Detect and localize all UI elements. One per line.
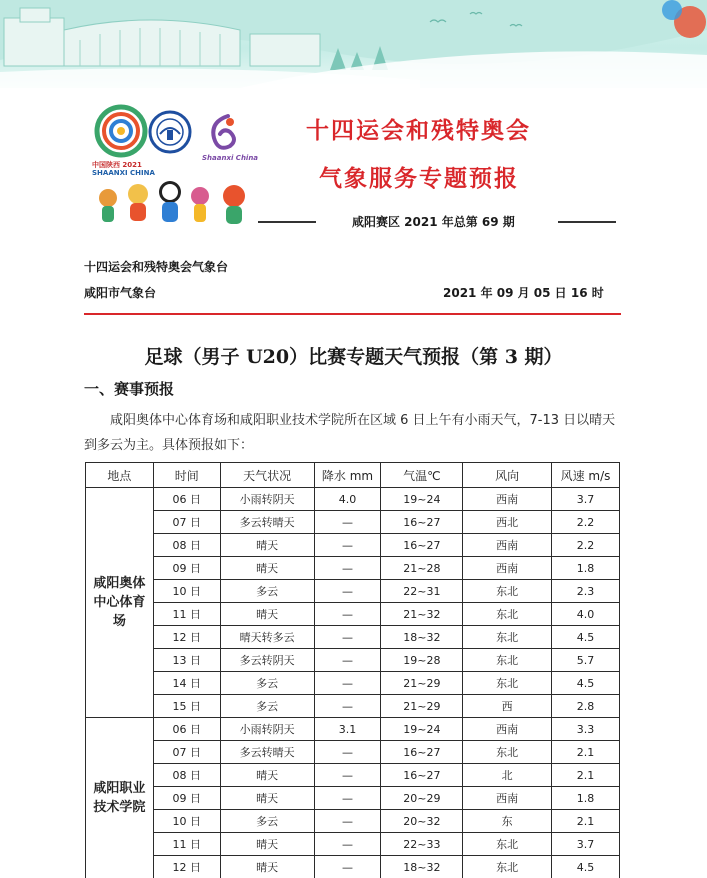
wind-speed-cell: 4.5: [552, 626, 620, 649]
table-row: [86, 626, 620, 649]
precip-cell: 4.0: [314, 488, 381, 511]
col-header-temp: 气温℃: [381, 463, 463, 488]
table-row: [86, 488, 620, 511]
precip-cell: —: [314, 626, 381, 649]
wind-dir-cell: 东: [463, 810, 552, 833]
weather-cell: 多云转晴天: [220, 741, 314, 764]
precip-cell: —: [314, 764, 381, 787]
section-heading: 一、赛事预报: [84, 380, 175, 398]
weather-cell: 晴天: [220, 603, 314, 626]
date-cell: 07 日: [153, 511, 220, 534]
wind-dir-cell: 西南: [463, 534, 552, 557]
wind-dir-cell: 西南: [463, 718, 552, 741]
games-logo-text: 中国陕西 2021: [92, 161, 142, 169]
temp-cell: 20~32: [381, 810, 463, 833]
weather-cell: 晴天: [220, 534, 314, 557]
precip-cell: —: [314, 787, 381, 810]
wind-dir-cell: 东北: [463, 649, 552, 672]
weather-cell: 小雨转阴天: [220, 718, 314, 741]
date-cell: 10 日: [153, 580, 220, 603]
wind-speed-cell: 2.1: [552, 810, 620, 833]
table-row: [86, 741, 620, 764]
date-cell: 15 日: [153, 695, 220, 718]
weather-cell: 晴天: [220, 764, 314, 787]
weather-cell: 晴天: [220, 557, 314, 580]
date-cell: 12 日: [153, 856, 220, 878]
table-row: [86, 534, 620, 557]
col-header-wind-speed: 风速 m/s: [552, 463, 620, 488]
date-cell: 08 日: [153, 764, 220, 787]
date-cell: 10 日: [153, 810, 220, 833]
date-cell: 08 日: [153, 534, 220, 557]
table-row: [86, 695, 620, 718]
wind-dir-cell: 东北: [463, 833, 552, 856]
weather-cell: 晴天: [220, 856, 314, 878]
table-row: [86, 856, 620, 878]
wind-speed-cell: 2.8: [552, 695, 620, 718]
mascots-icon: [92, 178, 256, 232]
table-row: [86, 580, 620, 603]
wind-dir-cell: 东北: [463, 672, 552, 695]
wind-dir-cell: 北: [463, 764, 552, 787]
date-cell: 06 日: [153, 488, 220, 511]
temp-cell: 22~31: [381, 580, 463, 603]
weather-cell: 多云: [220, 810, 314, 833]
weather-cell: 多云: [220, 580, 314, 603]
table-row: [86, 718, 620, 741]
table-row: [86, 810, 620, 833]
wind-speed-cell: 5.7: [552, 649, 620, 672]
weather-cell: 晴天: [220, 833, 314, 856]
col-header-weather: 天气状况: [220, 463, 314, 488]
precip-cell: —: [314, 810, 381, 833]
wind-speed-cell: 2.2: [552, 511, 620, 534]
wind-dir-cell: 东北: [463, 580, 552, 603]
wind-speed-cell: 2.2: [552, 534, 620, 557]
wind-dir-cell: 西南: [463, 488, 552, 511]
col-header-date: 时间: [153, 463, 220, 488]
weather-cell: 晴天转多云: [220, 626, 314, 649]
header-banner: [0, 0, 707, 88]
issue-datetime: 2021 年 09 月 05 日 16 时: [443, 286, 604, 300]
table-row: [86, 672, 620, 695]
precip-cell: —: [314, 833, 381, 856]
wind-speed-cell: 3.7: [552, 488, 620, 511]
wind-dir-cell: 西北: [463, 511, 552, 534]
weather-cell: 多云: [220, 672, 314, 695]
wind-speed-cell: 2.1: [552, 764, 620, 787]
intro-paragraph: 咸阳奥体中心体育场和咸阳职业技术学院所在区域 6 日上午有小雨天气，7-13 日以晴天到多云为主。具体预报如下：: [84, 413, 616, 453]
wind-speed-cell: 4.5: [552, 672, 620, 695]
col-header-precip: 降水 mm: [314, 463, 381, 488]
wind-dir-cell: 西: [463, 695, 552, 718]
precip-cell: —: [314, 557, 381, 580]
wind-speed-cell: 3.3: [552, 718, 620, 741]
temp-cell: 16~27: [381, 764, 463, 787]
divider-left: [258, 221, 316, 223]
event-logos: [88, 104, 258, 234]
shaanxi-logo-text: Shaanxi China: [202, 154, 259, 162]
temp-cell: 19~24: [381, 718, 463, 741]
temp-cell: 19~24: [381, 488, 463, 511]
weather-cell: 小雨转阴天: [220, 488, 314, 511]
precip-cell: —: [314, 856, 381, 878]
precip-cell: —: [314, 672, 381, 695]
temp-cell: 21~32: [381, 603, 463, 626]
wind-dir-cell: 东北: [463, 741, 552, 764]
weather-cell: 多云: [220, 695, 314, 718]
col-header-wind-dir: 风向: [463, 463, 552, 488]
wind-speed-cell: 2.1: [552, 741, 620, 764]
site-cell: 咸阳奥体中心体育场: [86, 488, 154, 718]
table-header-row: [86, 463, 620, 488]
precip-cell: 3.1: [314, 718, 381, 741]
red-divider: [84, 313, 621, 315]
report-title-line2: 气象服务专题预报: [319, 166, 519, 192]
temp-cell: 20~29: [381, 787, 463, 810]
table-row: [86, 764, 620, 787]
temp-cell: 21~29: [381, 695, 463, 718]
date-cell: 07 日: [153, 741, 220, 764]
temp-cell: 19~28: [381, 649, 463, 672]
wind-speed-cell: 3.7: [552, 833, 620, 856]
report-title-line1: 十四运会和残特奥会: [306, 118, 531, 144]
date-cell: 13 日: [153, 649, 220, 672]
temp-cell: 18~32: [381, 856, 463, 878]
weather-cell: 晴天: [220, 787, 314, 810]
games-logo-subtext: SHAANXI CHINA: [92, 169, 155, 177]
meteorology-emblem-icon: [148, 108, 192, 156]
date-cell: 11 日: [153, 603, 220, 626]
wind-speed-cell: 1.8: [552, 557, 620, 580]
games-logo-icon: [94, 104, 148, 158]
date-cell: 09 日: [153, 787, 220, 810]
wind-dir-cell: 东北: [463, 626, 552, 649]
table-row: [86, 833, 620, 856]
wind-dir-cell: 西南: [463, 787, 552, 810]
precip-cell: —: [314, 580, 381, 603]
precip-cell: —: [314, 534, 381, 557]
weather-cell: 多云转晴天: [220, 511, 314, 534]
col-header-site: 地点: [86, 463, 154, 488]
temp-cell: 21~28: [381, 557, 463, 580]
precip-cell: —: [314, 603, 381, 626]
wind-dir-cell: 东北: [463, 856, 552, 878]
wind-speed-cell: 4.0: [552, 603, 620, 626]
table-row: [86, 511, 620, 534]
issue-number: 咸阳赛区 2021 年总第 69 期: [352, 215, 515, 229]
divider-right: [558, 221, 616, 223]
issue-row: [258, 213, 618, 231]
table-row: [86, 603, 620, 626]
issuing-org-2: 咸阳市气象台: [84, 286, 157, 300]
precip-cell: —: [314, 741, 381, 764]
shaanxi-china-logo-icon: [200, 110, 246, 160]
table-row: [86, 557, 620, 580]
issuing-org-1: 十四运会和残特奥会气象台: [84, 260, 229, 274]
forecast-table: [85, 462, 620, 878]
temp-cell: 22~33: [381, 833, 463, 856]
forecast-table-body: [86, 488, 620, 878]
site-cell: 咸阳职业技术学院: [86, 718, 154, 878]
table-row: [86, 787, 620, 810]
wind-speed-cell: 1.8: [552, 787, 620, 810]
stadium-banner-icon: [0, 0, 707, 88]
date-cell: 14 日: [153, 672, 220, 695]
date-cell: 09 日: [153, 557, 220, 580]
temp-cell: 16~27: [381, 534, 463, 557]
date-cell: 06 日: [153, 718, 220, 741]
precip-cell: —: [314, 695, 381, 718]
precip-cell: —: [314, 649, 381, 672]
weather-cell: 多云转阴天: [220, 649, 314, 672]
temp-cell: 16~27: [381, 741, 463, 764]
table-row: [86, 649, 620, 672]
temp-cell: 18~32: [381, 626, 463, 649]
temp-cell: 16~27: [381, 511, 463, 534]
date-cell: 11 日: [153, 833, 220, 856]
wind-speed-cell: 2.3: [552, 580, 620, 603]
precip-cell: —: [314, 511, 381, 534]
temp-cell: 21~29: [381, 672, 463, 695]
document-title: 足球（男子 U20）比赛专题天气预报（第 3 期）: [144, 346, 563, 368]
date-cell: 12 日: [153, 626, 220, 649]
wind-dir-cell: 东北: [463, 603, 552, 626]
wind-dir-cell: 西南: [463, 557, 552, 580]
wind-speed-cell: 4.5: [552, 856, 620, 878]
